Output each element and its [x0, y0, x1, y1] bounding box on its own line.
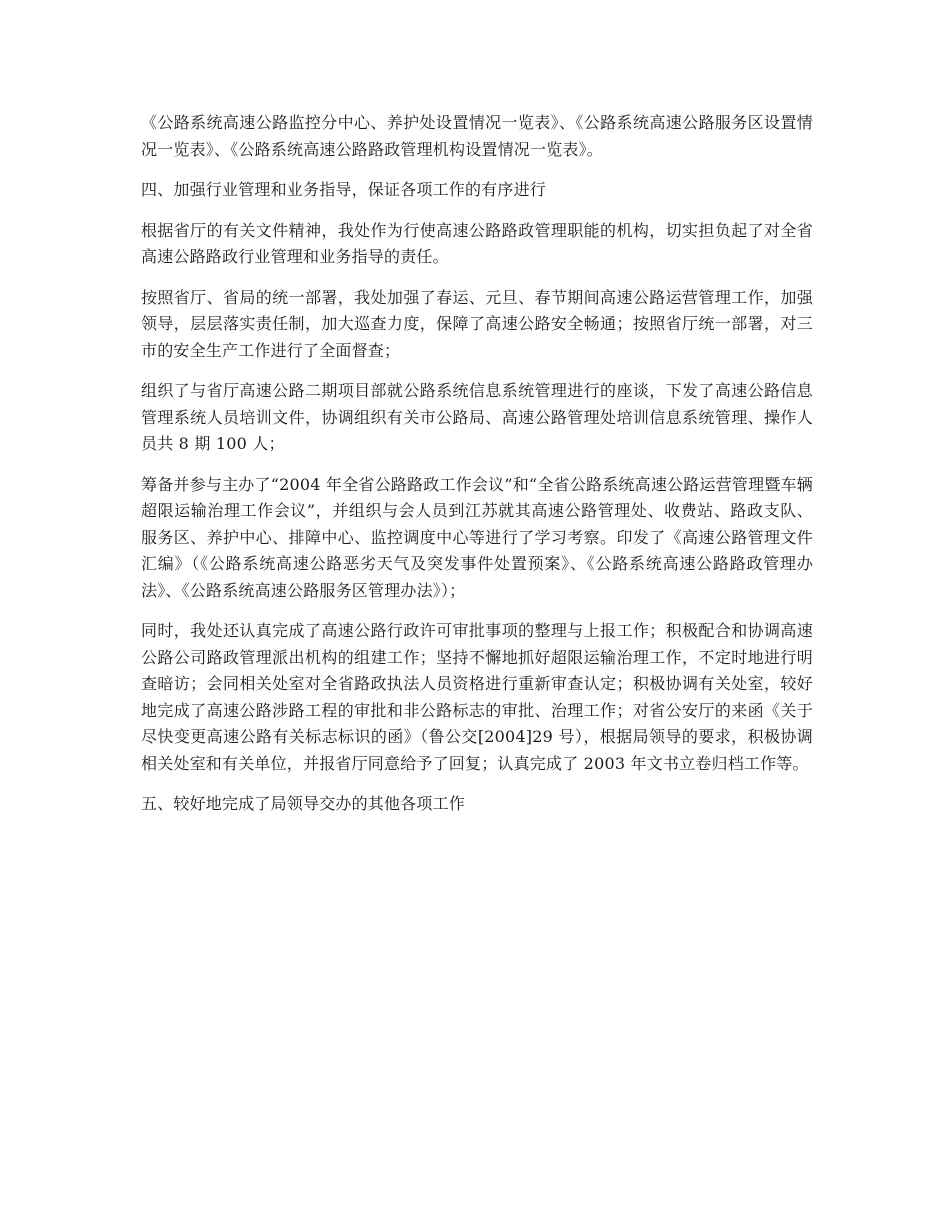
- paragraph-training: 组织了与省厅高速公路二期项目部就公路系统信息系统管理进行的座谈，下发了高速公路信息管理系统人员培训文件，协调组织有关市公路局、高速公路管理处培训信息系统管理、操作人员共 8 期 100 人；: [141, 381, 813, 453]
- paragraph-responsibility: 根据省厅的有关文件精神，我处作为行使高速公路路政管理职能的机构，切实担负起了对全省高速公路路政行业管理和业务指导的责任。: [141, 220, 813, 266]
- paragraph-table-list: 《公路系统高速公路监控分中心、养护处设置情况一览表》、《公路系统高速公路服务区设置情况一览表》、《公路系统高速公路路政管理机构设置情况一览表》。: [141, 113, 813, 159]
- section-heading-five: 五、较好地完成了局领导交办的其他各项工作: [141, 794, 466, 813]
- paragraph-conference: 筹备并参与主办了“2004 年全省公路路政工作会议”和“全省公路系统高速公路运营管理暨车辆超限运输治理工作会议”，并组织与会人员到江苏就其高速公路管理处、收费站、路政支队、服务区、养护中心、排障中心、监控调度中心等进行了学习考察。印发了《高速公路管理文件汇编》（《公路系统高速公路恶劣天气及突发事件处置预案》、《公路系统高速公路路政管理办法》、《公路系统高速公路服务区管理办法》）；: [141, 474, 813, 600]
- document-body: [141, 110, 813, 832]
- paragraph-administration: 同时，我处还认真完成了高速公路行政许可审批事项的整理与上报工作；积极配合和协调高速公路公司路政管理派出机构的组建工作；坚持不懈地抓好超限运输治理工作，不定时地进行明查暗访；会同相关处室对全省路政执法人员资格进行重新审查认定；积极协调有关处室，较好地完成了高速公路涉路工程的审批和非公路标志的审批、治理工作；对省公安厅的来函《关于尽快变更高速公路有关标志标识的函》（鲁公交[2004]29 号），根据局领导的要求，积极协调相关处室和有关单位，并报省厅同意给予了回复；认真完成了 2003 年文书立卷归档工作等。: [141, 621, 813, 773]
- paragraph-deployment: 按照省厅、省局的统一部署，我处加强了春运、元旦、春节期间高速公路运营管理工作，加强领导，层层落实责任制，加大巡查力度，保障了高速公路安全畅通；按照省厅统一部署，对三市的安全生产工作进行了全面督查；: [141, 287, 813, 360]
- section-heading-four: 四、加强行业管理和业务指导，保证各项工作的有序进行: [141, 180, 547, 199]
